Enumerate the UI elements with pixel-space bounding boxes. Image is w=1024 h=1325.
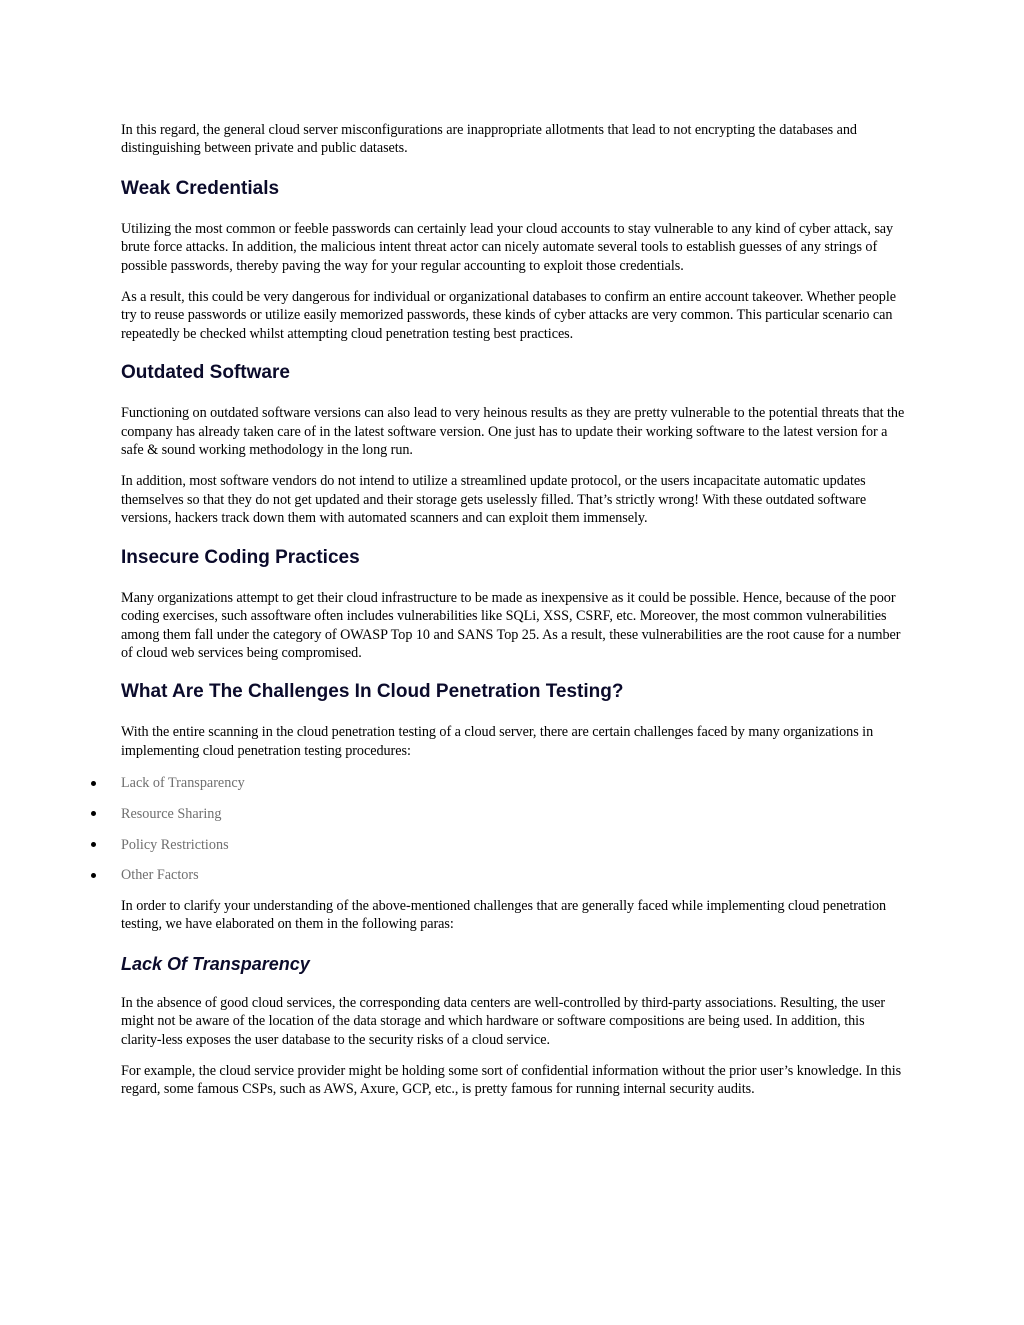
heading-insecure-coding: Insecure Coding Practices xyxy=(121,546,360,568)
lack-of-transparency-paragraph-1: In the absence of good cloud services, the corresponding data centers are well-controlled by third-party associations. Resulting, the user might not be aware of the location of the data storage and which hardware or software compositions are being used. In addition, this clarity-less exposes the user database to the security risks of a cloud service. xyxy=(121,994,886,1048)
intro-paragraph: In this regard, the general cloud server misconfigurations are inappropriate allotments that lead to not encrypting the databases and distinguishing between private and public datasets. xyxy=(121,122,857,157)
list-item xyxy=(121,836,906,854)
bullet-icon xyxy=(91,842,96,847)
bullet-icon xyxy=(91,873,96,878)
list-item-label: Lack of Transparency xyxy=(121,775,245,792)
list-item xyxy=(121,866,906,884)
challenges-list xyxy=(121,774,906,885)
list-item xyxy=(121,774,906,792)
bullet-icon xyxy=(91,781,96,786)
weak-credentials-paragraph-2: As a result, this could be very dangerous for individual or organizational databases to confirm an entire account takeover. Whether people try to reuse passwords or utilize easily memorized passwords, these kinds of cyber attacks are very common. This particular scenario can repeatedly be checked whilst attempting cloud penetration testing best practices. xyxy=(121,289,896,342)
bullet-icon xyxy=(91,811,96,816)
challenges-paragraph-1: With the entire scanning in the cloud penetration testing of a cloud server, there are certain challenges faced by many organizations in implementing cloud penetration testing procedures: xyxy=(121,724,874,759)
list-item-label: Policy Restrictions xyxy=(121,836,229,853)
outdated-software-paragraph-2: In addition, most software vendors do not intend to utilize a streamlined update protocol, or the users incapacitate automatic updates themselves so that they do not get updated and their storage gets uselessly filled. That’s strictly wrong! With these outdated software versions, hackers track down them with automated scanners and can exploit them immensely. xyxy=(121,473,867,527)
heading-outdated-software: Outdated Software xyxy=(121,362,290,384)
lack-of-transparency-paragraph-2: For example, the cloud service provider might be holding some sort of confidential information without the prior user’s knowledge. In this regard, some famous CSPs, such as AWS, Axure, GCP, etc., is pretty famous for running internal security audits. xyxy=(121,1062,902,1098)
list-item-label: Other Factors xyxy=(121,867,199,884)
document-page xyxy=(121,121,906,1112)
list-item xyxy=(121,805,906,823)
outdated-software-paragraph-1: Functioning on outdated software versions can also lead to very heinous results as they are pretty vulnerable to the potential threats that the company has already taken care of in the latest software version. One just has to update their working software to the latest version for a safe & sound working methodology in the long run. xyxy=(121,405,905,459)
challenges-paragraph-2: In order to clarify your understanding of the above-mentioned challenges that are generally faced while implementing cloud penetration testing, we have elaborated on them in the following paras: xyxy=(121,897,887,933)
insecure-coding-paragraph-1: Many organizations attempt to get their cloud infrastructure to be made as inexpensive as it could be possible. Hence, because of the poor coding exercises, such assoftware often includes vulnerabilities like SQLi, XSS, CSRF, etc. Moreover, the most common vulnerabilities among them fall under the category of OWASP Top 10 and SANS Top 25. As a result, these vulnerabilities are the root cause for a number of cloud web services being compromised. xyxy=(121,589,901,661)
heading-weak-credentials: Weak Credentials xyxy=(121,177,280,199)
heading-challenges: What Are The Challenges In Cloud Penetration Testing? xyxy=(121,681,624,703)
weak-credentials-paragraph-1: Utilizing the most common or feeble passwords can certainly lead your cloud accounts to stay vulnerable to any kind of cyber attack, say brute force attacks. In addition, the malicious intent threat actor can nicely automate several tools to establish guesses of any strings of possible passwords, thereby paving the way for your regular accounting to exploit those credentials. xyxy=(121,220,894,274)
list-item-label: Resource Sharing xyxy=(121,805,222,822)
heading-lack-of-transparency: Lack Of Transparency xyxy=(121,953,310,974)
